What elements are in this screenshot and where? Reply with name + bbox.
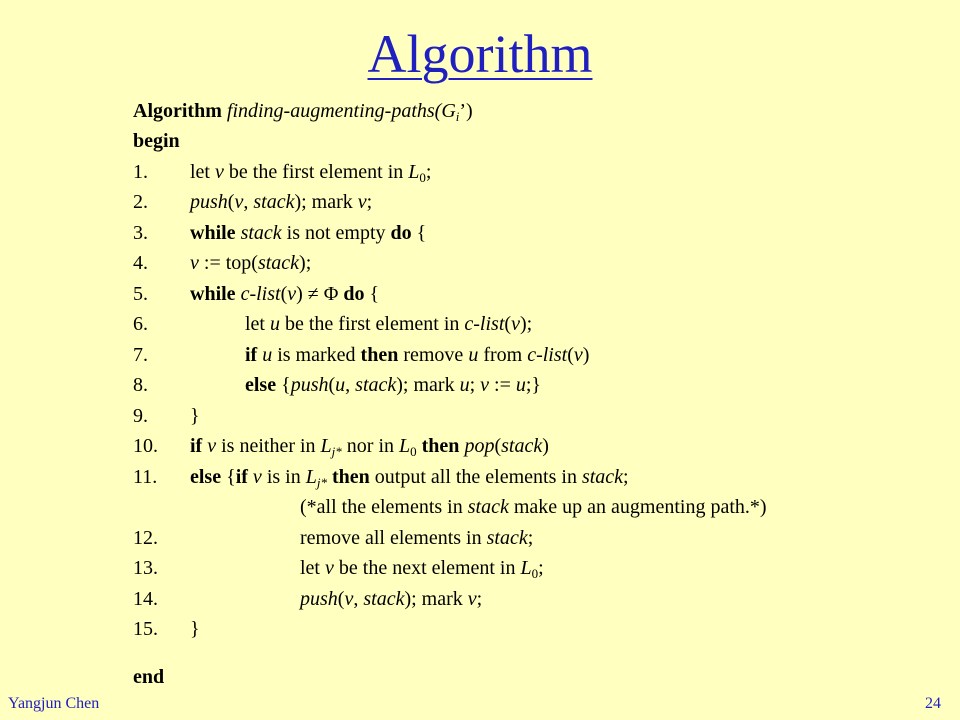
algorithm-header-line: Algorithm finding-$augmenting-paths(G_i’)$: [133, 100, 473, 124]
slide-title: Algorithm: [367, 24, 593, 84]
end-line: end: [133, 666, 165, 688]
begin-line: begin: [133, 130, 180, 152]
page-number: 24: [925, 695, 941, 712]
footer-author: Yangjun Chen: [8, 695, 100, 712]
